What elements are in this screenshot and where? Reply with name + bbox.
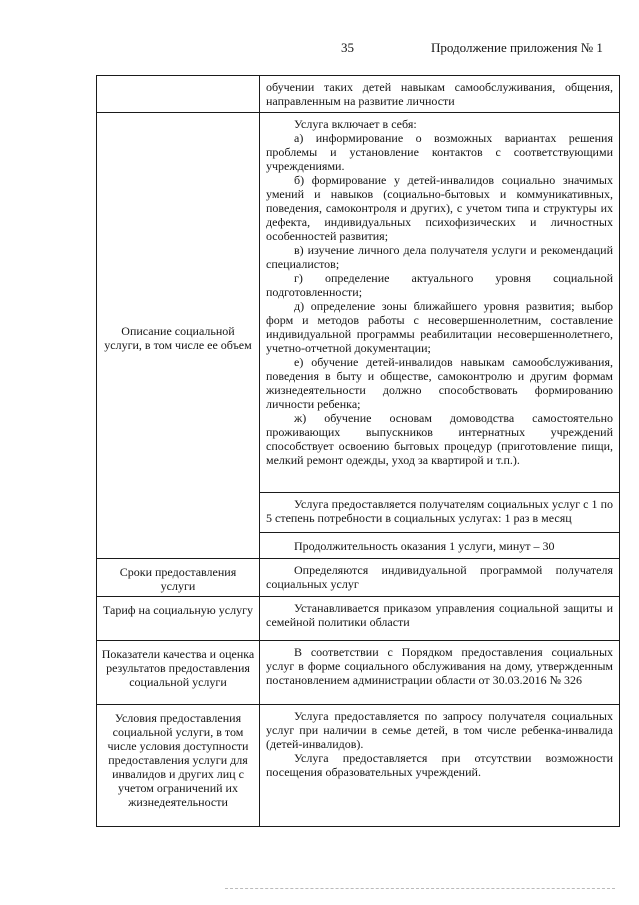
value-cell-duration bbox=[260, 533, 620, 559]
table-row-intro bbox=[97, 76, 620, 113]
label-cell-conditions: Условия предоставления социальной услуги, в том числе условия доступности предоставления услуги для инвалидов и других лиц с учетом ограничений их жизнедеятельности bbox=[97, 705, 260, 827]
services-table bbox=[96, 75, 620, 827]
table-row-conditions bbox=[97, 705, 620, 827]
page-header bbox=[0, 40, 639, 60]
terms-text: Определяются индивидуальной программой получателя социальных услуг bbox=[266, 563, 613, 591]
value-cell-conditions bbox=[260, 705, 620, 827]
table-row-description bbox=[97, 113, 620, 493]
description-paragraph: Услуга включает в себя: bbox=[294, 117, 417, 131]
label-cell-empty bbox=[97, 76, 260, 113]
label-cell-tariff: Тариф на социальную услугу bbox=[97, 597, 260, 641]
description-paragraph: г) определение актуального уровня социальной подготовленности; bbox=[266, 271, 613, 299]
description-paragraph: а) информирование о возможных вариантах решения проблемы и установление контактов с соответствующими учреждениями. bbox=[266, 131, 613, 173]
description-paragraph: в) изучение личного дела получателя услуги и рекомендаций специалистов; bbox=[266, 243, 613, 271]
scan-artifact-line bbox=[225, 888, 615, 892]
tariff-text: Устанавливается приказом управления социальной защиты и семейной политики области bbox=[266, 601, 613, 629]
duration-text: Продолжительность оказания 1 услуги, минут – 30 bbox=[294, 539, 555, 553]
description-paragraph: б) формирование у детей-инвалидов социально значимых умений и навыков (социально-бытовых и коммуникативных, поведения, самоконтроля и других), с учетом типа и структуры их дефекта, индивидуальных психофизических и личностных особенностей развития; bbox=[266, 173, 613, 243]
description-paragraph: е) обучение детей-инвалидов навыкам самообслуживания, поведения в быту и обществе, самоконтролю и другим формам жизнедеятельности должно способствовать формированию личности ребенка; bbox=[266, 355, 613, 411]
label-cell-quality: Показатели качества и оценка результатов предоставления социальной услуги bbox=[97, 641, 260, 705]
description-paragraph: ж) обучение основам домоводства самостоятельно проживающих выпускников интернатных учреждений способствует освоению бытовых процедур (приготовление пищи, мелкий ремонт одежды, уход за квартирой и т.п.). bbox=[266, 411, 613, 467]
page-number: 35 bbox=[341, 40, 354, 55]
conditions-paragraph: Услуга предоставляется при отсутствии возможности посещения образовательных учреждений. bbox=[266, 751, 613, 779]
intro-text: обучении таких детей навыкам самообслуживания, общения, направленным на развитие личности bbox=[266, 80, 613, 108]
value-cell-terms bbox=[260, 559, 620, 597]
table-row-terms bbox=[97, 559, 620, 597]
frequency-text: Услуга предоставляется получателям социальных услуг с 1 по 5 степень потребности в социальных услугах: 1 раз в месяц bbox=[266, 497, 613, 525]
table-row-quality bbox=[97, 641, 620, 705]
quality-text: В соответствии с Порядком предоставления социальных услуг в форме социального обслуживания на дому, утвержденным постановлением администрации области от 30.03.2016 № 326 bbox=[266, 645, 613, 687]
value-cell-intro bbox=[260, 76, 620, 113]
label-cell-description: Описание социальной услуги, в том числе ее объем bbox=[97, 113, 260, 559]
value-cell-frequency bbox=[260, 493, 620, 533]
description-paragraph: д) определение зоны ближайшего уровня развития; выбор форм и методов работы с несовершеннолетним, составление индивидуальной программы реабилитации несовершеннолетнего, учетно-отчетной документации; bbox=[266, 299, 613, 355]
label-cell-terms: Сроки предоставления услуги bbox=[97, 559, 260, 597]
conditions-paragraph: Услуга предоставляется по запросу получателя социальных услуг при наличии в семье детей, в том числе ребенка-инвалида (детей-инвалидов). bbox=[266, 709, 613, 751]
appendix-continuation-note: Продолжение приложения № 1 bbox=[431, 40, 603, 55]
value-cell-tariff bbox=[260, 597, 620, 641]
value-cell-quality bbox=[260, 641, 620, 705]
table-row-tariff bbox=[97, 597, 620, 641]
value-cell-description bbox=[260, 113, 620, 493]
